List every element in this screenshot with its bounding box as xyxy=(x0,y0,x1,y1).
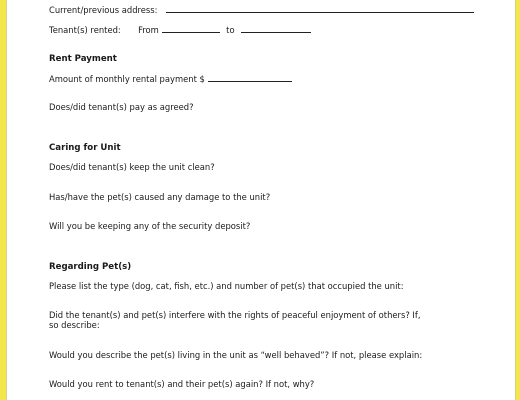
form-page xyxy=(6,0,516,400)
damage-question: Has/have the pet(s) caused any damage to the unit? xyxy=(49,192,271,202)
rented-to-label: to xyxy=(226,25,235,35)
rent-paid-question: Does/did tenant(s) pay as agreed? xyxy=(49,102,194,112)
rented-from-label: From xyxy=(138,25,159,35)
pets-list-question: Please list the type (dog, cat, fish, etc.) and number of pet(s) that occupied the unit: xyxy=(49,281,404,291)
caring-heading: Caring for Unit xyxy=(49,143,121,153)
address-label: Current/previous address: xyxy=(49,5,158,15)
rent-amount-field[interactable] xyxy=(208,73,292,82)
rent-payment-heading: Rent Payment xyxy=(49,54,117,64)
rent-again-question: Would you rent to tenant(s) and their pet(s) again? If not, why? xyxy=(49,379,315,389)
clean-question: Does/did tenant(s) keep the unit clean? xyxy=(49,162,215,172)
rented-from-field[interactable] xyxy=(162,24,220,33)
interfere-question-line2: so describe: xyxy=(49,320,100,330)
pets-heading: Regarding Pet(s) xyxy=(49,262,132,272)
deposit-question: Will you be keeping any of the security deposit? xyxy=(49,221,251,231)
rent-amount-row xyxy=(49,73,292,84)
address-field[interactable] xyxy=(166,4,474,13)
behaved-question: Would you describe the pet(s) living in the unit as “well behaved”? If not, please explain: xyxy=(49,350,423,360)
rented-to-field[interactable] xyxy=(241,24,311,33)
rent-amount-label: Amount of monthly rental payment $ xyxy=(49,74,205,84)
interfere-question-line1: Did the tenant(s) and pet(s) interfere with the rights of peaceful enjoyment of others? If, xyxy=(49,310,421,320)
rented-label: Tenant(s) rented: xyxy=(49,25,121,35)
address-row xyxy=(49,4,474,15)
rented-row xyxy=(49,24,311,35)
